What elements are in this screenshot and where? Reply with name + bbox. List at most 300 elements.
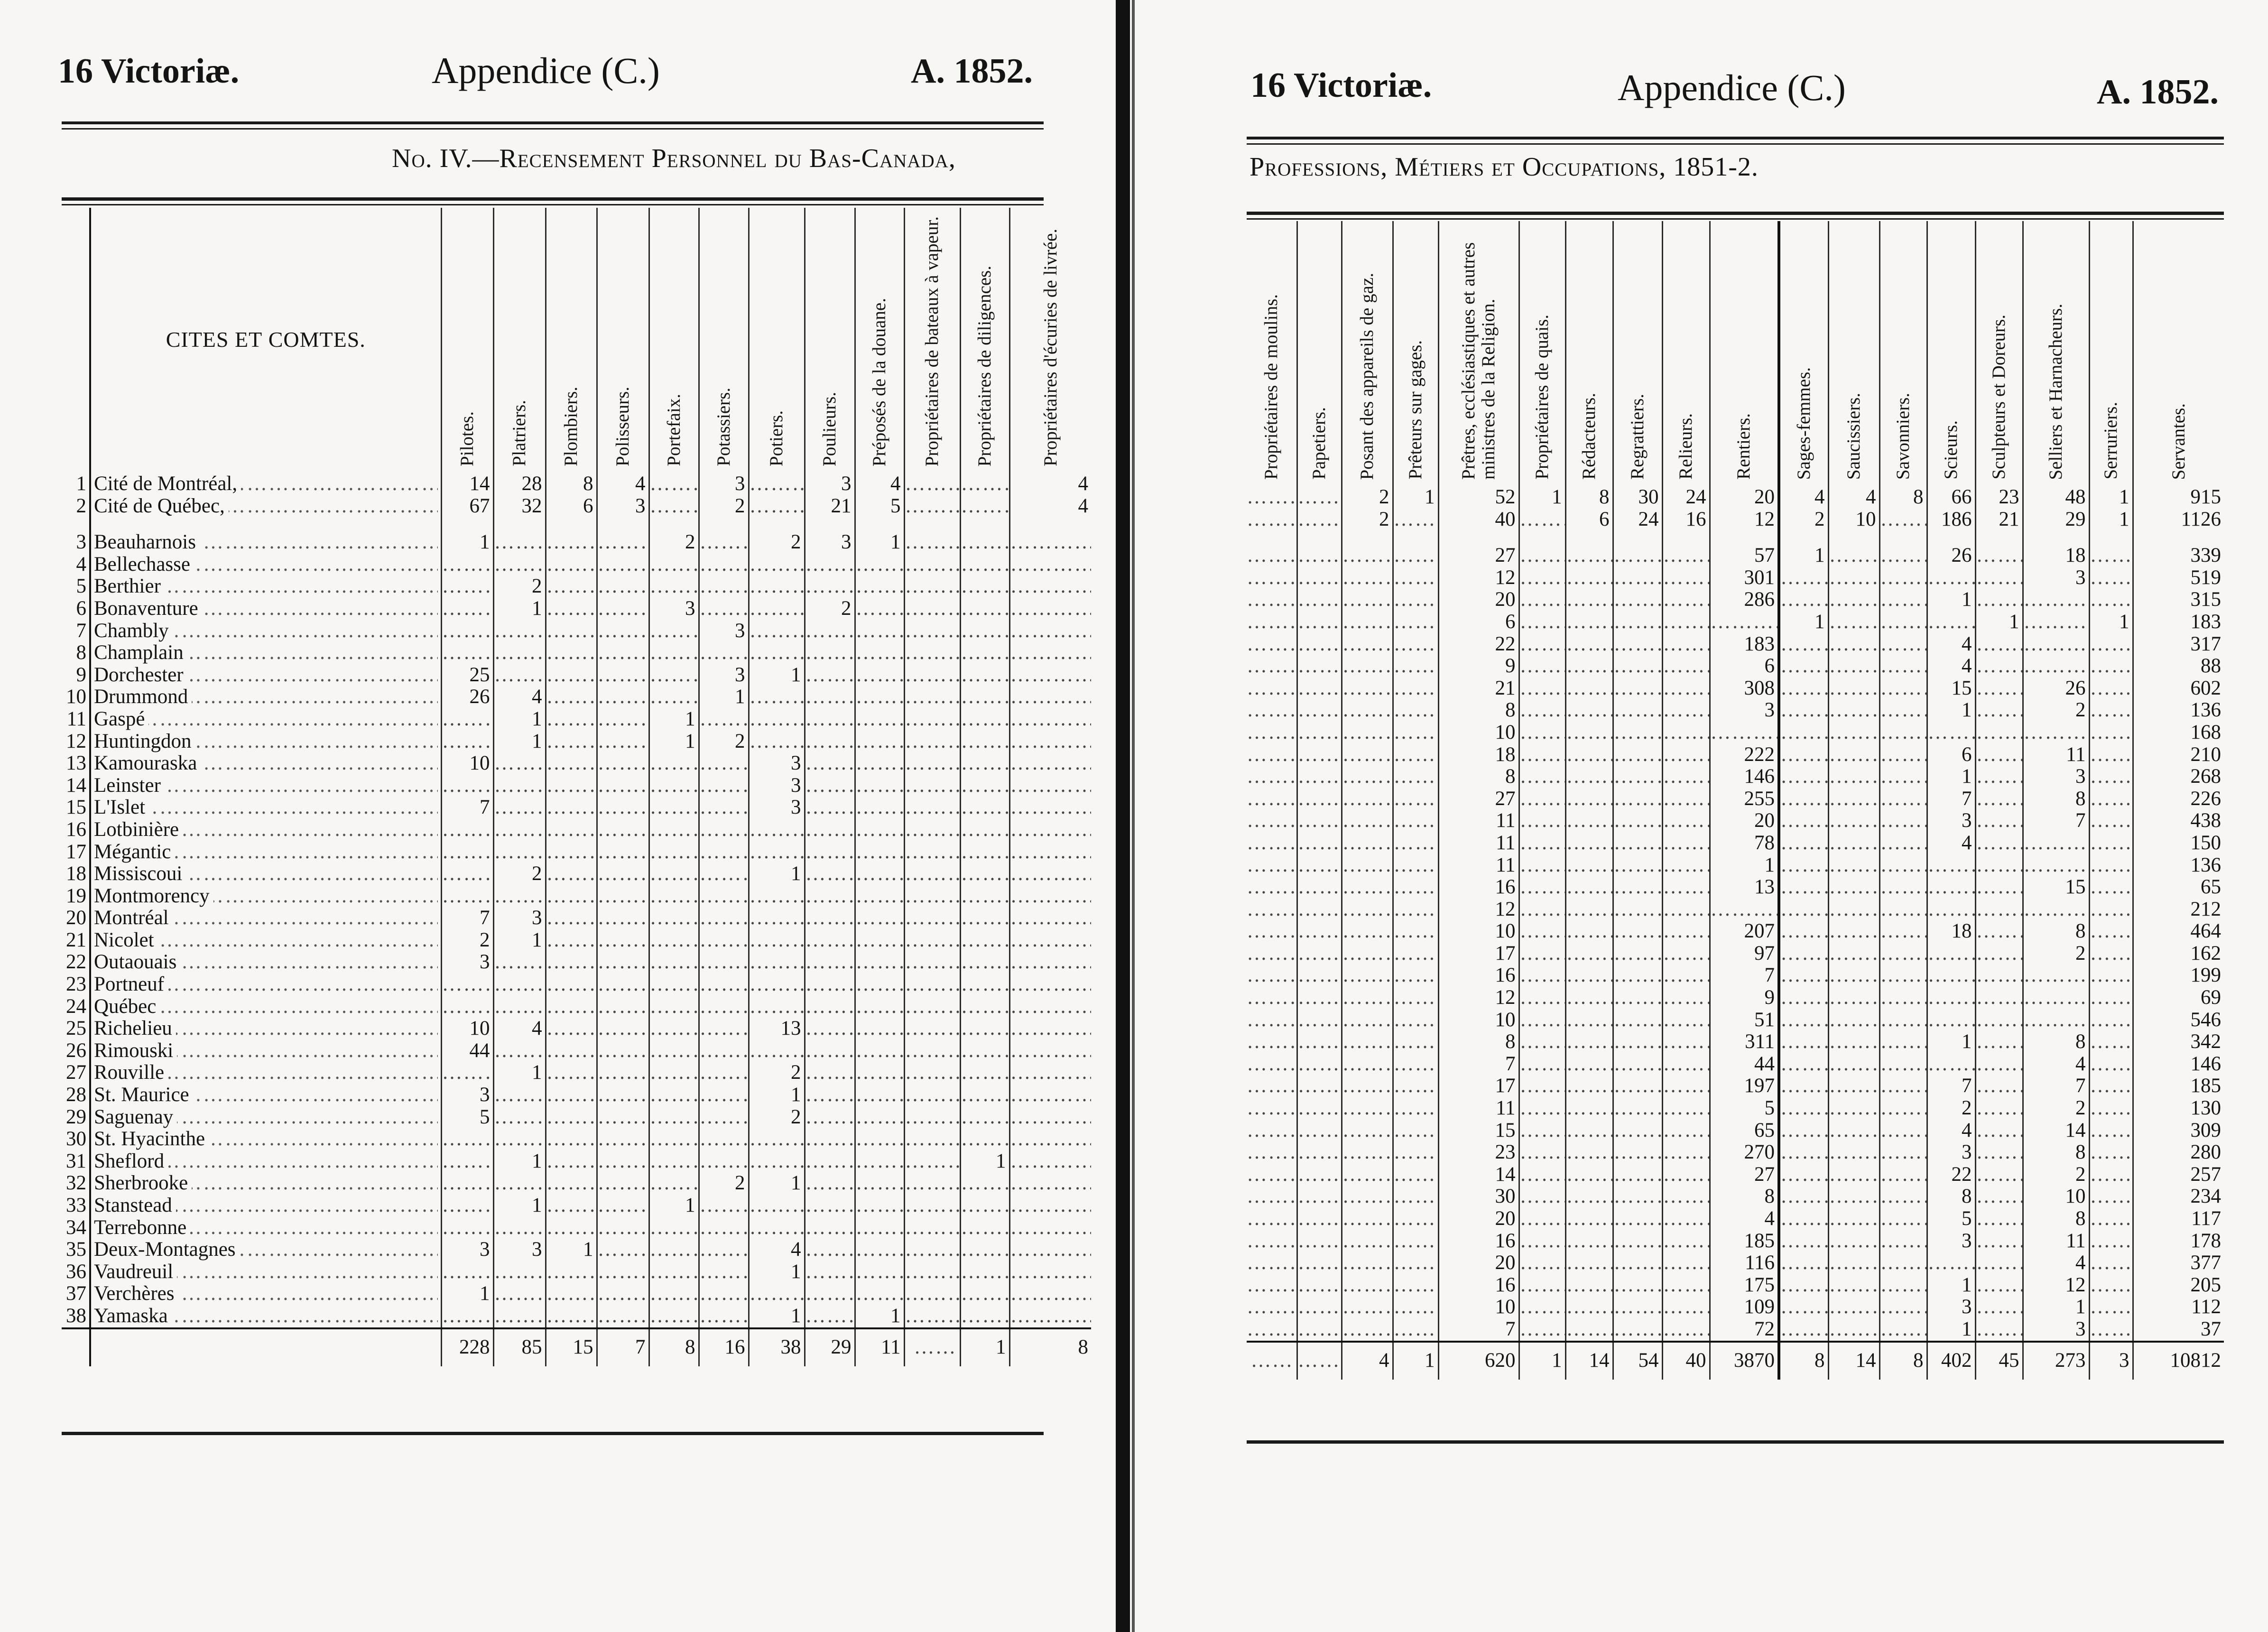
value-cell	[1565, 722, 1613, 744]
value-cell: 18	[2023, 545, 2089, 567]
col-header-appareils-gaz: Posant des appareils de gaz.	[1342, 221, 1393, 486]
value-cell	[1519, 1031, 1565, 1053]
value-cell	[1009, 1172, 1091, 1195]
value-cell: 185	[2190, 1075, 2221, 1097]
value-cell	[649, 1217, 699, 1239]
value-cell	[649, 1172, 699, 1195]
value-cell	[1779, 655, 1828, 677]
value-cell: 16	[1438, 1274, 1519, 1297]
value-cell	[1828, 1120, 1879, 1142]
value-cell	[1393, 1274, 1438, 1297]
table-row	[62, 752, 1091, 775]
value-cell: 150	[2190, 832, 2221, 854]
value-cell	[855, 1239, 904, 1261]
value-cell	[493, 554, 546, 576]
value-cell	[1779, 1031, 1828, 1053]
value-cell	[1393, 854, 1438, 877]
value-cell	[1975, 964, 2023, 987]
total-cell	[904, 1328, 960, 1366]
value-cell	[1247, 633, 1297, 656]
table-row	[62, 1062, 1091, 1084]
value-cell	[546, 575, 597, 598]
value-cell	[1613, 1274, 1662, 1297]
value-cell: 44	[1710, 1053, 1779, 1076]
value-cell	[1565, 1318, 1613, 1342]
value-cell	[597, 1283, 649, 1305]
right-column-header-row	[1247, 221, 2224, 486]
value-cell	[597, 1106, 649, 1129]
value-cell	[1779, 854, 1828, 877]
value-cell	[2089, 1318, 2133, 1342]
value-cell	[1247, 722, 1297, 744]
value-cell	[1297, 1141, 1342, 1164]
right-header-session: 16 Victoriæ.	[1250, 66, 1432, 105]
col-header-sages-femmes: Sages-femmes.	[1779, 221, 1828, 486]
value-cell	[855, 1040, 904, 1062]
value-cell: 8	[2023, 1141, 2089, 1164]
value-cell	[546, 1172, 597, 1195]
table-row	[1247, 1318, 2224, 1342]
value-cell	[1297, 920, 1342, 943]
value-cell	[855, 863, 904, 885]
value-cell	[1342, 766, 1393, 788]
value-cell: 4	[1078, 473, 1088, 495]
value-cell	[1342, 854, 1393, 877]
value-cell	[1927, 722, 1975, 744]
value-cell: 21	[1438, 677, 1519, 700]
value-cell: 162	[2190, 942, 2221, 964]
row-number: 13	[62, 752, 90, 775]
county-name-cell	[90, 575, 441, 598]
value-cell: 4	[2023, 1053, 2089, 1076]
value-cell: 25	[441, 664, 493, 686]
value-cell: 5	[855, 495, 904, 518]
value-cell	[493, 531, 546, 554]
value-cell	[960, 1018, 1009, 1040]
value-cell	[1565, 964, 1613, 987]
value-cell	[1297, 876, 1342, 899]
value-cell	[1613, 611, 1662, 633]
value-cell	[1613, 633, 1662, 656]
value-cell: 8	[1438, 766, 1519, 788]
value-cell	[1879, 1252, 1927, 1274]
value-cell: 1	[1927, 699, 1975, 722]
table-row	[62, 819, 1091, 841]
value-cell	[1342, 1164, 1393, 1186]
value-cell	[1009, 841, 1091, 863]
value-cell	[1975, 1296, 2023, 1318]
county-name: Terrebonne	[94, 1217, 190, 1239]
value-cell	[1779, 1141, 1828, 1164]
spacer-cell	[1247, 530, 1297, 545]
county-name-cell	[90, 598, 441, 620]
value-cell	[1975, 744, 2023, 766]
county-name: Québec	[94, 996, 160, 1018]
value-cell	[1779, 1053, 1828, 1076]
value-cell	[1297, 655, 1342, 677]
value-cell	[649, 819, 699, 841]
value-cell	[699, 531, 749, 554]
value-cell	[1297, 964, 1342, 987]
value-cell: 7	[2023, 810, 2089, 832]
right-page	[1153, 0, 2268, 1632]
value-cell	[1519, 1097, 1565, 1120]
value-cell	[1975, 1120, 2023, 1142]
value-cell	[1613, 677, 1662, 700]
value-cell	[546, 686, 597, 708]
value-cell	[441, 554, 493, 576]
value-cell	[1393, 1075, 1438, 1097]
total-cell: 8	[649, 1328, 699, 1366]
county-name: Stanstead	[94, 1195, 176, 1216]
value-cell	[1342, 1274, 1393, 1297]
value-cell: 342	[2190, 1031, 2221, 1053]
spacer-row	[1247, 530, 2224, 545]
spacer-cell	[1009, 517, 1091, 531]
value-cell	[1393, 1164, 1438, 1186]
value-cell	[1297, 987, 1342, 1009]
value-cell	[1247, 486, 1297, 509]
value-cell	[493, 1261, 546, 1283]
county-name-cell	[90, 929, 441, 952]
value-cell: 2	[749, 1106, 805, 1129]
value-cell	[805, 775, 855, 797]
value-cell	[1779, 677, 1828, 700]
table-row	[62, 1084, 1091, 1106]
spacer-cell	[1927, 530, 1975, 545]
spacer-cell	[1779, 530, 1828, 545]
value-cell: 12	[1438, 567, 1519, 589]
value-cell: 10	[1438, 920, 1519, 943]
col-header-proprietaires-bateaux: Propriétaires de bateaux à vapeur.	[904, 208, 960, 473]
spacer-cell	[90, 517, 441, 531]
value-cell	[493, 1305, 546, 1328]
value-cell	[1393, 1230, 1438, 1252]
value-cell	[1879, 1274, 1927, 1297]
value-cell	[1519, 1296, 1565, 1318]
value-cell: 4	[493, 1018, 546, 1040]
value-cell	[1247, 655, 1297, 677]
value-cell	[1342, 1097, 1393, 1120]
col-header-savonniers: Savonniers.	[1879, 221, 1927, 486]
value-cell	[904, 731, 960, 753]
table-row	[1247, 899, 2224, 921]
col-header-polisseurs: Polisseurs.	[597, 208, 649, 473]
table-row	[62, 1217, 1091, 1239]
row-number: 31	[62, 1150, 90, 1173]
table-row	[62, 974, 1091, 996]
value-cell: 15	[1438, 1120, 1519, 1142]
left-header-appendix: Appendice (C.)	[432, 50, 660, 91]
value-cell	[649, 620, 699, 642]
value-cell: 3	[805, 473, 855, 495]
right-header-rule-thin	[1247, 143, 2224, 145]
value-cell: 12	[2023, 1274, 2089, 1297]
value-cell	[1342, 1120, 1393, 1142]
value-cell	[1247, 545, 1297, 567]
value-cell: 12	[1710, 509, 1779, 531]
value-cell	[960, 598, 1009, 620]
value-cell	[1009, 1239, 1091, 1261]
value-cell	[1009, 620, 1091, 642]
value-cell	[1613, 589, 1662, 611]
total-cell: 8	[1879, 1342, 1927, 1380]
value-cell: 210	[2190, 743, 2221, 766]
value-cell	[1247, 943, 1297, 965]
value-cell	[1613, 1318, 1662, 1342]
value-cell	[904, 1217, 960, 1239]
table-row	[1247, 1164, 2224, 1186]
value-cell	[1975, 699, 2023, 722]
value-cell	[1519, 589, 1565, 611]
value-cell	[805, 1172, 855, 1195]
value-cell	[855, 664, 904, 686]
value-cell: 28	[493, 473, 546, 495]
col-header-proprietaires-diligences: Propriétaires de diligences.	[960, 208, 1009, 473]
value-cell: 2	[2023, 943, 2089, 965]
value-cell: 257	[2190, 1163, 2221, 1186]
value-cell	[2023, 655, 2089, 677]
value-cell	[960, 885, 1009, 908]
value-cell	[805, 1305, 855, 1328]
value-cell	[1009, 907, 1091, 929]
row-number: 32	[62, 1172, 90, 1195]
value-cell	[1393, 655, 1438, 677]
value-cell	[546, 929, 597, 952]
value-cell	[1009, 1261, 1091, 1283]
total-cell: 1	[1519, 1342, 1565, 1380]
value-cell	[1393, 589, 1438, 611]
value-cell	[493, 752, 546, 775]
value-cell	[649, 974, 699, 996]
value-cell	[1828, 1186, 1879, 1208]
value-cell	[1975, 1230, 2023, 1252]
value-cell	[597, 664, 649, 686]
value-cell	[2089, 699, 2133, 722]
spacer-cell	[649, 517, 699, 531]
value-cell	[597, 797, 649, 819]
value-cell: 3	[749, 752, 805, 775]
value-cell	[1009, 1040, 1091, 1062]
value-cell	[1927, 1009, 1975, 1031]
value-cell	[960, 473, 1009, 495]
table-row	[1247, 1186, 2224, 1208]
value-cell: 222	[1710, 744, 1779, 766]
value-cell	[649, 951, 699, 974]
value-cell	[855, 929, 904, 952]
value-cell	[904, 863, 960, 885]
value-cell	[1828, 1053, 1879, 1076]
value-cell	[493, 620, 546, 642]
value-cell	[597, 863, 649, 885]
value-cell	[1297, 1208, 1342, 1230]
value-cell	[1779, 1164, 1828, 1186]
right-header-year: A. 1852.	[2097, 73, 2219, 111]
value-cell	[749, 642, 805, 664]
value-cell	[1342, 1141, 1393, 1164]
value-cell	[1247, 854, 1297, 877]
value-cell: 2	[1342, 509, 1393, 531]
value-cell	[960, 752, 1009, 775]
value-cell: 183	[1710, 633, 1779, 656]
value-cell	[1879, 744, 1927, 766]
value-cell	[1565, 744, 1613, 766]
value-cell	[2089, 810, 2133, 832]
value-cell	[2089, 1097, 2133, 1120]
value-cell	[1613, 987, 1662, 1009]
total-cell: 54	[1613, 1342, 1662, 1380]
value-cell: 21	[805, 495, 855, 518]
value-cell: 23	[1438, 1141, 1519, 1164]
value-cell	[1779, 876, 1828, 899]
value-cell: 29	[2023, 509, 2089, 531]
value-cell	[597, 1172, 649, 1195]
value-cell	[1613, 1053, 1662, 1076]
value-cell	[1297, 1031, 1342, 1053]
value-cell: 65	[2201, 876, 2221, 899]
row-number: 8	[62, 642, 90, 664]
value-cell	[699, 554, 749, 576]
total-cell: 85	[493, 1328, 546, 1366]
value-cell	[960, 819, 1009, 841]
value-cell	[1613, 1141, 1662, 1164]
value-cell: 4	[2023, 1252, 2089, 1274]
value-cell	[2089, 964, 2133, 987]
value-cell	[493, 775, 546, 797]
value-cell	[904, 1172, 960, 1195]
left-table-top-rule	[62, 197, 1044, 201]
value-cell	[597, 907, 649, 929]
value-cell: 7	[1927, 788, 1975, 810]
value-cell	[2089, 545, 2133, 567]
value-cell	[699, 1062, 749, 1084]
value-cell	[805, 1283, 855, 1305]
value-cell	[805, 1150, 855, 1173]
value-cell: 7	[1438, 1053, 1519, 1076]
value-cell	[2089, 1296, 2133, 1318]
value-cell	[1828, 589, 1879, 611]
value-cell	[1297, 1097, 1342, 1120]
value-cell	[2089, 1053, 2133, 1076]
value-cell	[1779, 920, 1828, 943]
value-cell	[1779, 832, 1828, 854]
value-cell	[749, 841, 805, 863]
value-cell	[597, 1305, 649, 1328]
table-row	[1247, 567, 2224, 589]
value-cell	[441, 996, 493, 1018]
value-cell: 1	[749, 1305, 805, 1328]
value-cell: 9	[1710, 987, 1779, 1009]
value-cell	[1927, 1053, 1975, 1076]
value-cell	[1662, 1318, 1710, 1342]
value-cell	[1662, 1097, 1710, 1120]
row-number: 35	[62, 1239, 90, 1261]
value-cell: 207	[1710, 920, 1779, 943]
value-cell	[855, 1261, 904, 1283]
value-cell	[1565, 1164, 1613, 1186]
value-cell: 51	[1710, 1009, 1779, 1031]
value-cell	[1975, 920, 2023, 943]
value-cell: 2	[1342, 486, 1393, 509]
total-cell: 7	[597, 1328, 649, 1366]
table-row	[1247, 655, 2224, 677]
value-cell: 2	[2023, 699, 2089, 722]
value-cell	[1613, 545, 1662, 567]
value-cell	[1975, 1208, 2023, 1230]
value-cell	[1779, 1097, 1828, 1120]
value-cell: 546	[2190, 1009, 2221, 1031]
value-cell	[649, 797, 699, 819]
value-cell	[1662, 567, 1710, 589]
county-name: Nicolet	[94, 929, 158, 951]
value-cell: 3	[699, 620, 749, 642]
value-cell	[1297, 545, 1342, 567]
value-cell	[597, 1084, 649, 1106]
value-cell	[749, 473, 805, 495]
value-cell	[960, 575, 1009, 598]
value-cell	[546, 1062, 597, 1084]
value-cell	[855, 974, 904, 996]
value-cell: 8	[1927, 1186, 1975, 1208]
value-cell	[1393, 788, 1438, 810]
county-name: St. Hyacinthe	[94, 1128, 209, 1150]
value-cell	[1247, 509, 1297, 531]
value-cell	[2089, 1120, 2133, 1142]
table-row	[1247, 509, 2224, 531]
left-table-title: No. IV.—Recensement Personnel du Bas-Canada,	[392, 144, 956, 173]
value-cell	[546, 1018, 597, 1040]
value-cell	[2089, 1031, 2133, 1053]
value-cell	[1828, 655, 1879, 677]
county-name-cell	[90, 841, 441, 863]
row-number: 33	[62, 1195, 90, 1217]
left-table-body	[62, 473, 1091, 1366]
value-cell	[1519, 1208, 1565, 1230]
value-cell	[960, 731, 1009, 753]
value-cell: 30	[1613, 486, 1662, 509]
value-cell	[649, 929, 699, 952]
value-cell	[1519, 854, 1565, 877]
value-cell	[649, 1062, 699, 1084]
value-cell	[904, 642, 960, 664]
value-cell	[1879, 545, 1927, 567]
col-header-rentiers: Rentiers.	[1710, 221, 1779, 486]
value-cell	[1009, 1195, 1091, 1217]
value-cell	[1779, 633, 1828, 656]
value-cell	[1247, 567, 1297, 589]
value-cell	[1519, 611, 1565, 633]
total-cell: 10812	[2133, 1342, 2224, 1380]
value-cell: 199	[2190, 964, 2221, 987]
value-cell	[2089, 655, 2133, 677]
value-cell	[904, 495, 960, 518]
value-cell	[805, 1018, 855, 1040]
totals-row	[1247, 1342, 2224, 1380]
spacer-cell	[749, 517, 805, 531]
value-cell	[960, 951, 1009, 974]
spacer-cell	[1975, 530, 2023, 545]
county-name: Leinster	[94, 775, 165, 797]
value-cell	[1927, 1252, 1975, 1274]
row-number: 38	[62, 1305, 90, 1328]
value-cell	[2089, 677, 2133, 700]
value-cell	[960, 554, 1009, 576]
value-cell	[1009, 974, 1091, 996]
table-row	[62, 1239, 1091, 1261]
value-cell	[805, 1084, 855, 1106]
spacer-cell	[699, 517, 749, 531]
value-cell	[493, 797, 546, 819]
